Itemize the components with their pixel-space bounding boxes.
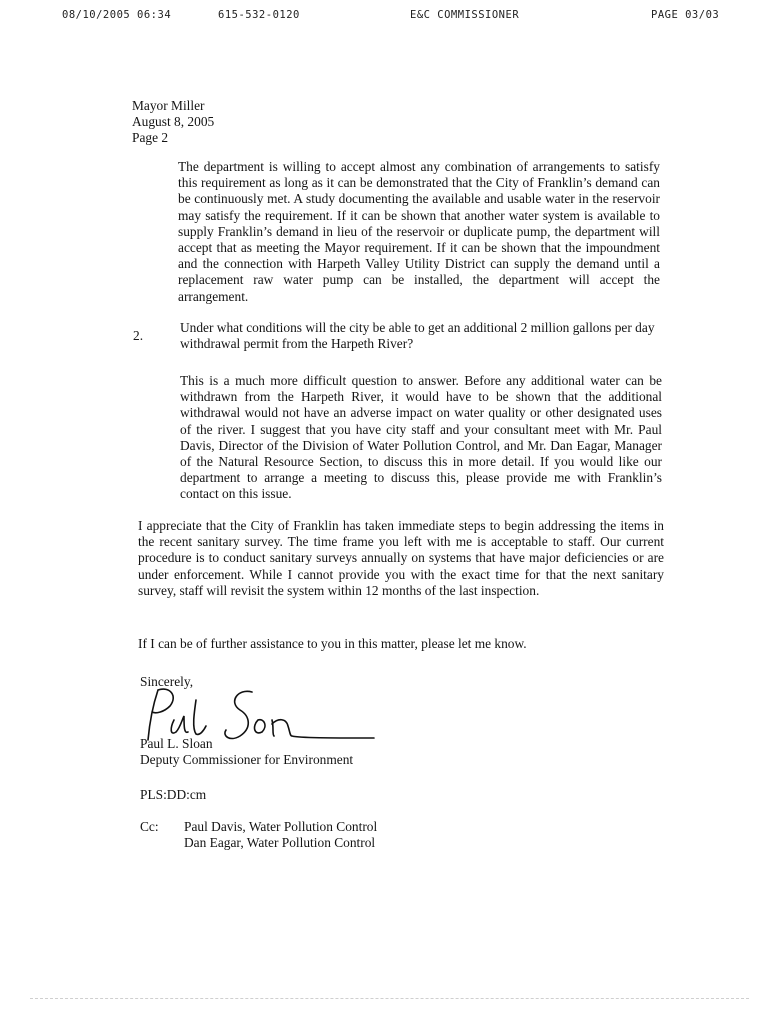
- cc-label: Cc:: [140, 819, 159, 834]
- fax-phone: 615-532-0120: [218, 9, 300, 21]
- fax-datetime: 08/10/2005 06:34: [62, 9, 172, 21]
- cc-recipient: Dan Eagar, Water Pollution Control: [184, 835, 376, 850]
- page-number: Page 2: [132, 130, 169, 145]
- reference-initials: PLS:DD:cm: [140, 787, 207, 802]
- signer-name: Paul L. Sloan: [140, 736, 213, 751]
- recipient: Mayor Miller: [132, 98, 205, 113]
- item-question: Under what conditions will the city be able to get an additional 2 million gallons per day withdrawal permit from the Harpeth River?: [180, 320, 655, 352]
- fax-page: PAGE 03/03: [651, 9, 720, 21]
- item-number: 2.: [133, 328, 144, 343]
- paragraph-requirement: The department is willing to accept almost any combination of arrangements to satisfy this requirement as long as it can be demonstrated that the City of Franklin’s demand can be continuously met. A study documenting the available and usable water in the reservoir may satisfy the requirement. If it can be shown that another water system is available to supply Franklin’s demand in lieu of the reservoir or duplicate pump, the department will accept that as meeting the Mayor requirement. If it can be shown that the impoundment and the connection with Harpeth Valley Utility District can supply the demand until a replacement raw water pump can be installed, the department will accept the arrangement.: [178, 159, 660, 304]
- letter-date: August 8, 2005: [132, 114, 215, 129]
- salutation: Sincerely,: [140, 674, 194, 689]
- item-answer: This is a much more difficult question to answer. Before any additional water can be withdrawn from the Harpeth River, it would have to be shown that the additional withdrawal would not have an adverse impact on water quality or other designated uses of the river. I suggest that you have city staff and your consultant meet with Mr. Paul Davis, Director of the Division of Water Pollution Control, and Mr. Dan Eagar, Manager of the Natural Resource Section, to discuss this in more detail. If you would like our department to arrange a meeting to discuss this, please provide me with Franklin’s contact on this issue.: [180, 373, 662, 502]
- signer-title: Deputy Commissioner for Environment: [140, 752, 354, 767]
- paragraph-sanitary-survey: I appreciate that the City of Franklin has taken immediate steps to begin addressing the items in the recent sanitary survey. The time frame you left with me is acceptable to staff. Our current procedure is to conduct sanitary surveys annually on systems that have major deficiencies or are under enforcement. While I cannot provide you with the exact time for that the next sanitary survey, staff will revisit the system within 12 months of the last inspection.: [138, 518, 664, 598]
- cc-recipient: Paul Davis, Water Pollution Control: [184, 819, 378, 834]
- letter-header: [132, 98, 214, 146]
- fax-sender: E&C COMMISSIONER: [410, 9, 520, 21]
- paragraph-closing: If I can be of further assistance to you in this matter, please let me know.: [138, 636, 527, 651]
- fax-bottom-edge: [30, 998, 749, 999]
